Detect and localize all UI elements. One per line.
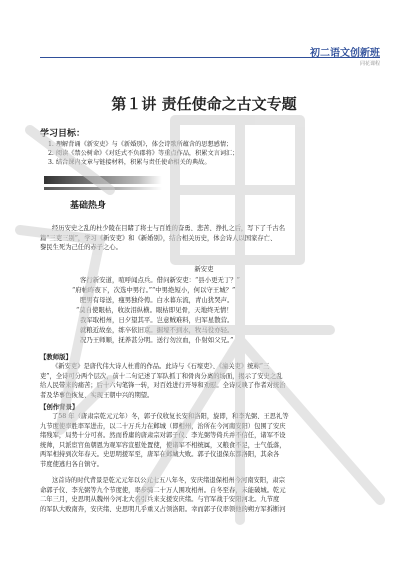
poem-line: “莫自使眼枯，收汝泪纵横。眼枯即见骨，天地终无情！ xyxy=(76,306,233,314)
poem-line: 我军取相州，日夕望其平。岂意贼难料，归军星散营。 xyxy=(80,316,234,324)
background-line: 绪残军，局势十分可喜。然而昏庸的唐肃宗对郭子仪、李光弼等倚兵并不信任，诸军不设 xyxy=(40,432,286,439)
intro-paragraph xyxy=(40,224,370,253)
section-banner xyxy=(44,176,162,184)
background-line: 了58 年（唐肃宗乾元元年）冬，郭子仪收复长安和洛阳，旋即，和李光弼、王思礼等 xyxy=(52,413,289,420)
poem-line: 就粮近故垒，练卒依旧京。掘壕不到水，牧马役亦轻。 xyxy=(80,326,234,334)
poem-line: “府帖昨夜下，次选中男行。”“中男绝短小，何以守王城？” xyxy=(72,286,236,294)
course-title: 初二语文创新班 xyxy=(310,48,380,59)
lesson-title: 第１讲 责任使命之古文专题 xyxy=(111,95,297,113)
background-label: 【创作背景】 xyxy=(40,403,79,411)
analysis-paragraph xyxy=(40,362,370,400)
analysis-line: 给人民带来的痛苦；后十六句笔锋一转，对百姓进行开导和劝慰。全诗反映了作者对统治 xyxy=(40,382,286,389)
poem-title: 新安吏 xyxy=(194,265,214,273)
section-banner-shadow xyxy=(44,187,162,190)
closing-line: 这首诗的时代背景是乾元元年以公元七五八年冬，安庆绪退保相州今河南安阳，肃宗 xyxy=(52,477,285,484)
intro-line: 篇“三吏三别”，学习《新安吏》和《新婚别》，结合相关历史，体会诗人以国家存亡、 xyxy=(40,234,277,242)
analysis-line: 《新安吏》是唐代伟大诗人杜甫的作品。此诗与《石壕吏》、《潼关吏》统称“三 xyxy=(52,363,270,370)
header-rule xyxy=(40,57,380,58)
background-line: 两军相持到次年春天。史思明援军至，唐军在邺城大败。郭子仪退保东都洛阳，其余各 xyxy=(40,451,280,458)
background-line: 九节度使率胜率军进击，以二十万兵力在邺城（即相州，治所在今河南安阳）包围了安庆 xyxy=(40,422,286,430)
intro-line: 黎民生死为己任的赤子之心。 xyxy=(40,244,122,251)
goal-item-1: 1. 理解背诵《新安吏》与《新婚别》，体会诗歌所蕴含的思想感情； xyxy=(48,141,233,148)
poem-line: 肥男有母送，瘦男独伶俜。白水暮东流，青山犹哭声。 xyxy=(80,296,234,304)
analysis-line: 吏”，全诗可分两个层次，前十二句记述了军队抓丁和骨肉分离的场面，揭示了安史之乱 xyxy=(40,372,283,380)
closing-line: 二年三月，史思明从魏州今河北大名引兵来支援安庆绪。与官军战于安阳河北。九节度 xyxy=(40,496,280,503)
closing-paragraph xyxy=(40,476,370,514)
course-subtitle: 同花课程 xyxy=(359,61,380,67)
section-heading: 基础热身 xyxy=(70,201,107,211)
analysis-line: 者及华事色恢复、实现王朝中兴的期望。 xyxy=(40,391,154,399)
goal-item-3: 3. 结合课内文章与链接材料，积累与责任使命相关的典故。 xyxy=(48,159,211,166)
background-paragraph xyxy=(40,412,370,469)
intro-line: 经历安史之乱的杜少陵在目睹了将士与百姓的奋勇、悲苦、挣扎之后，写下了千古名 xyxy=(52,225,285,232)
closing-line: 的军队大败南奔，安庆绪、史思明几乎重又占领洛阳。幸而郭子仪率领他的朔方军拆断河 xyxy=(40,505,286,513)
goal-item-2: 2. 阅读《禁公树命》《对廷式不负郡将》等重点作品，积累文言词汇； xyxy=(48,150,239,157)
goals-heading: 学习目标： xyxy=(40,129,86,139)
closing-line: 命郭子仪、李光弼等九个节度使，率步骑二十万人围攻相州。自冬至春，未能破城。乾元 xyxy=(40,486,286,494)
page-header xyxy=(0,0,408,70)
poem-line: 况乃王师顺，抚养甚分明。送行勿泣血，仆射如父兄。” xyxy=(80,336,234,344)
poem-line: 客行新安道，喧呼闻点兵。借问新安吏：“县小更无丁？” xyxy=(80,276,240,284)
analysis-label: 【教师版】 xyxy=(40,353,72,361)
poem-body xyxy=(72,275,372,345)
background-line: 节度使逃归各自镇守。 xyxy=(40,460,103,468)
background-line: 统帅，只派宦官鱼朝恩为观军容宣慰处置使，使诸军不相统属，又粮食不足，士气低落， xyxy=(40,441,286,449)
